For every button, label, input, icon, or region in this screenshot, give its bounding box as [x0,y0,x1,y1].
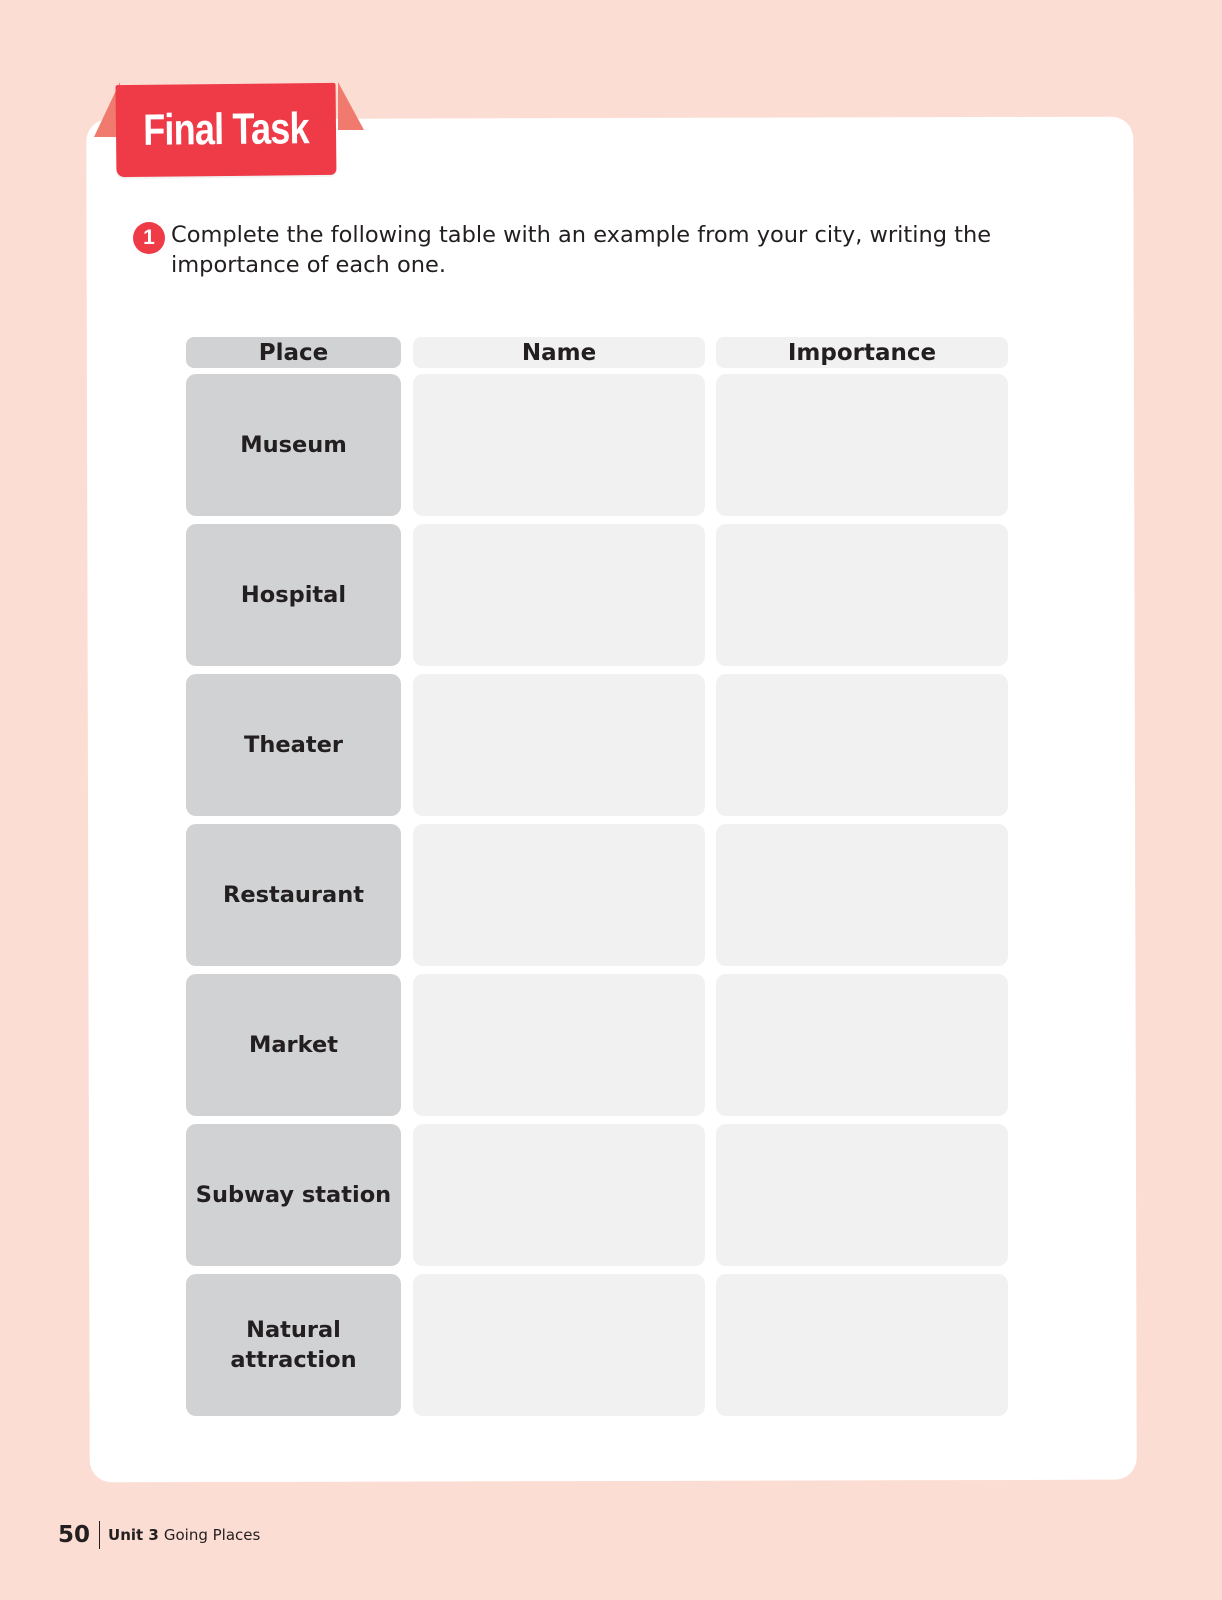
name-answer-cell[interactable] [413,1124,705,1266]
place-cell: Subway station [186,1124,401,1266]
instruction-text: Complete the following table with an example from your city, writing the importance of each one. [171,222,992,278]
place-cell: Natural attraction [186,1274,401,1416]
banner-title: Final Task [142,104,310,155]
final-task-banner [94,82,364,182]
place-cell: Restaurant [186,824,401,966]
banner-ribbon-right [338,82,364,130]
place-cell: Market [186,974,401,1116]
importance-answer-cell[interactable] [716,374,1008,516]
table-row [186,374,1008,516]
importance-answer-cell[interactable] [716,524,1008,666]
name-answer-cell[interactable] [413,1274,705,1416]
name-answer-cell[interactable] [413,524,705,666]
place-cell: Hospital [186,524,401,666]
activity-number-badge: 1 [133,222,165,254]
table-row [186,1124,1008,1266]
table-row [186,674,1008,816]
header-place: Place [186,337,401,368]
banner-label [116,83,337,177]
name-answer-cell[interactable] [413,824,705,966]
unit-title: Going Places [163,1526,261,1544]
unit-label: Unit 3 [108,1526,159,1544]
footer-divider [99,1521,100,1549]
importance-answer-cell[interactable] [716,974,1008,1116]
name-answer-cell[interactable] [413,974,705,1116]
header-importance: Importance [716,337,1008,368]
place-cell: Theater [186,674,401,816]
importance-answer-cell[interactable] [716,824,1008,966]
page-number: 50 [58,1522,91,1548]
importance-answer-cell[interactable] [716,1124,1008,1266]
place-cell: Museum [186,374,401,516]
name-answer-cell[interactable] [413,374,705,516]
table-row [186,1274,1008,1416]
header-name: Name [413,337,705,368]
importance-answer-cell[interactable] [716,674,1008,816]
page-footer [58,1520,260,1550]
importance-answer-cell[interactable] [716,1274,1008,1416]
table-row [186,824,1008,966]
name-answer-cell[interactable] [413,674,705,816]
table-row [186,974,1008,1116]
table-row [186,524,1008,666]
